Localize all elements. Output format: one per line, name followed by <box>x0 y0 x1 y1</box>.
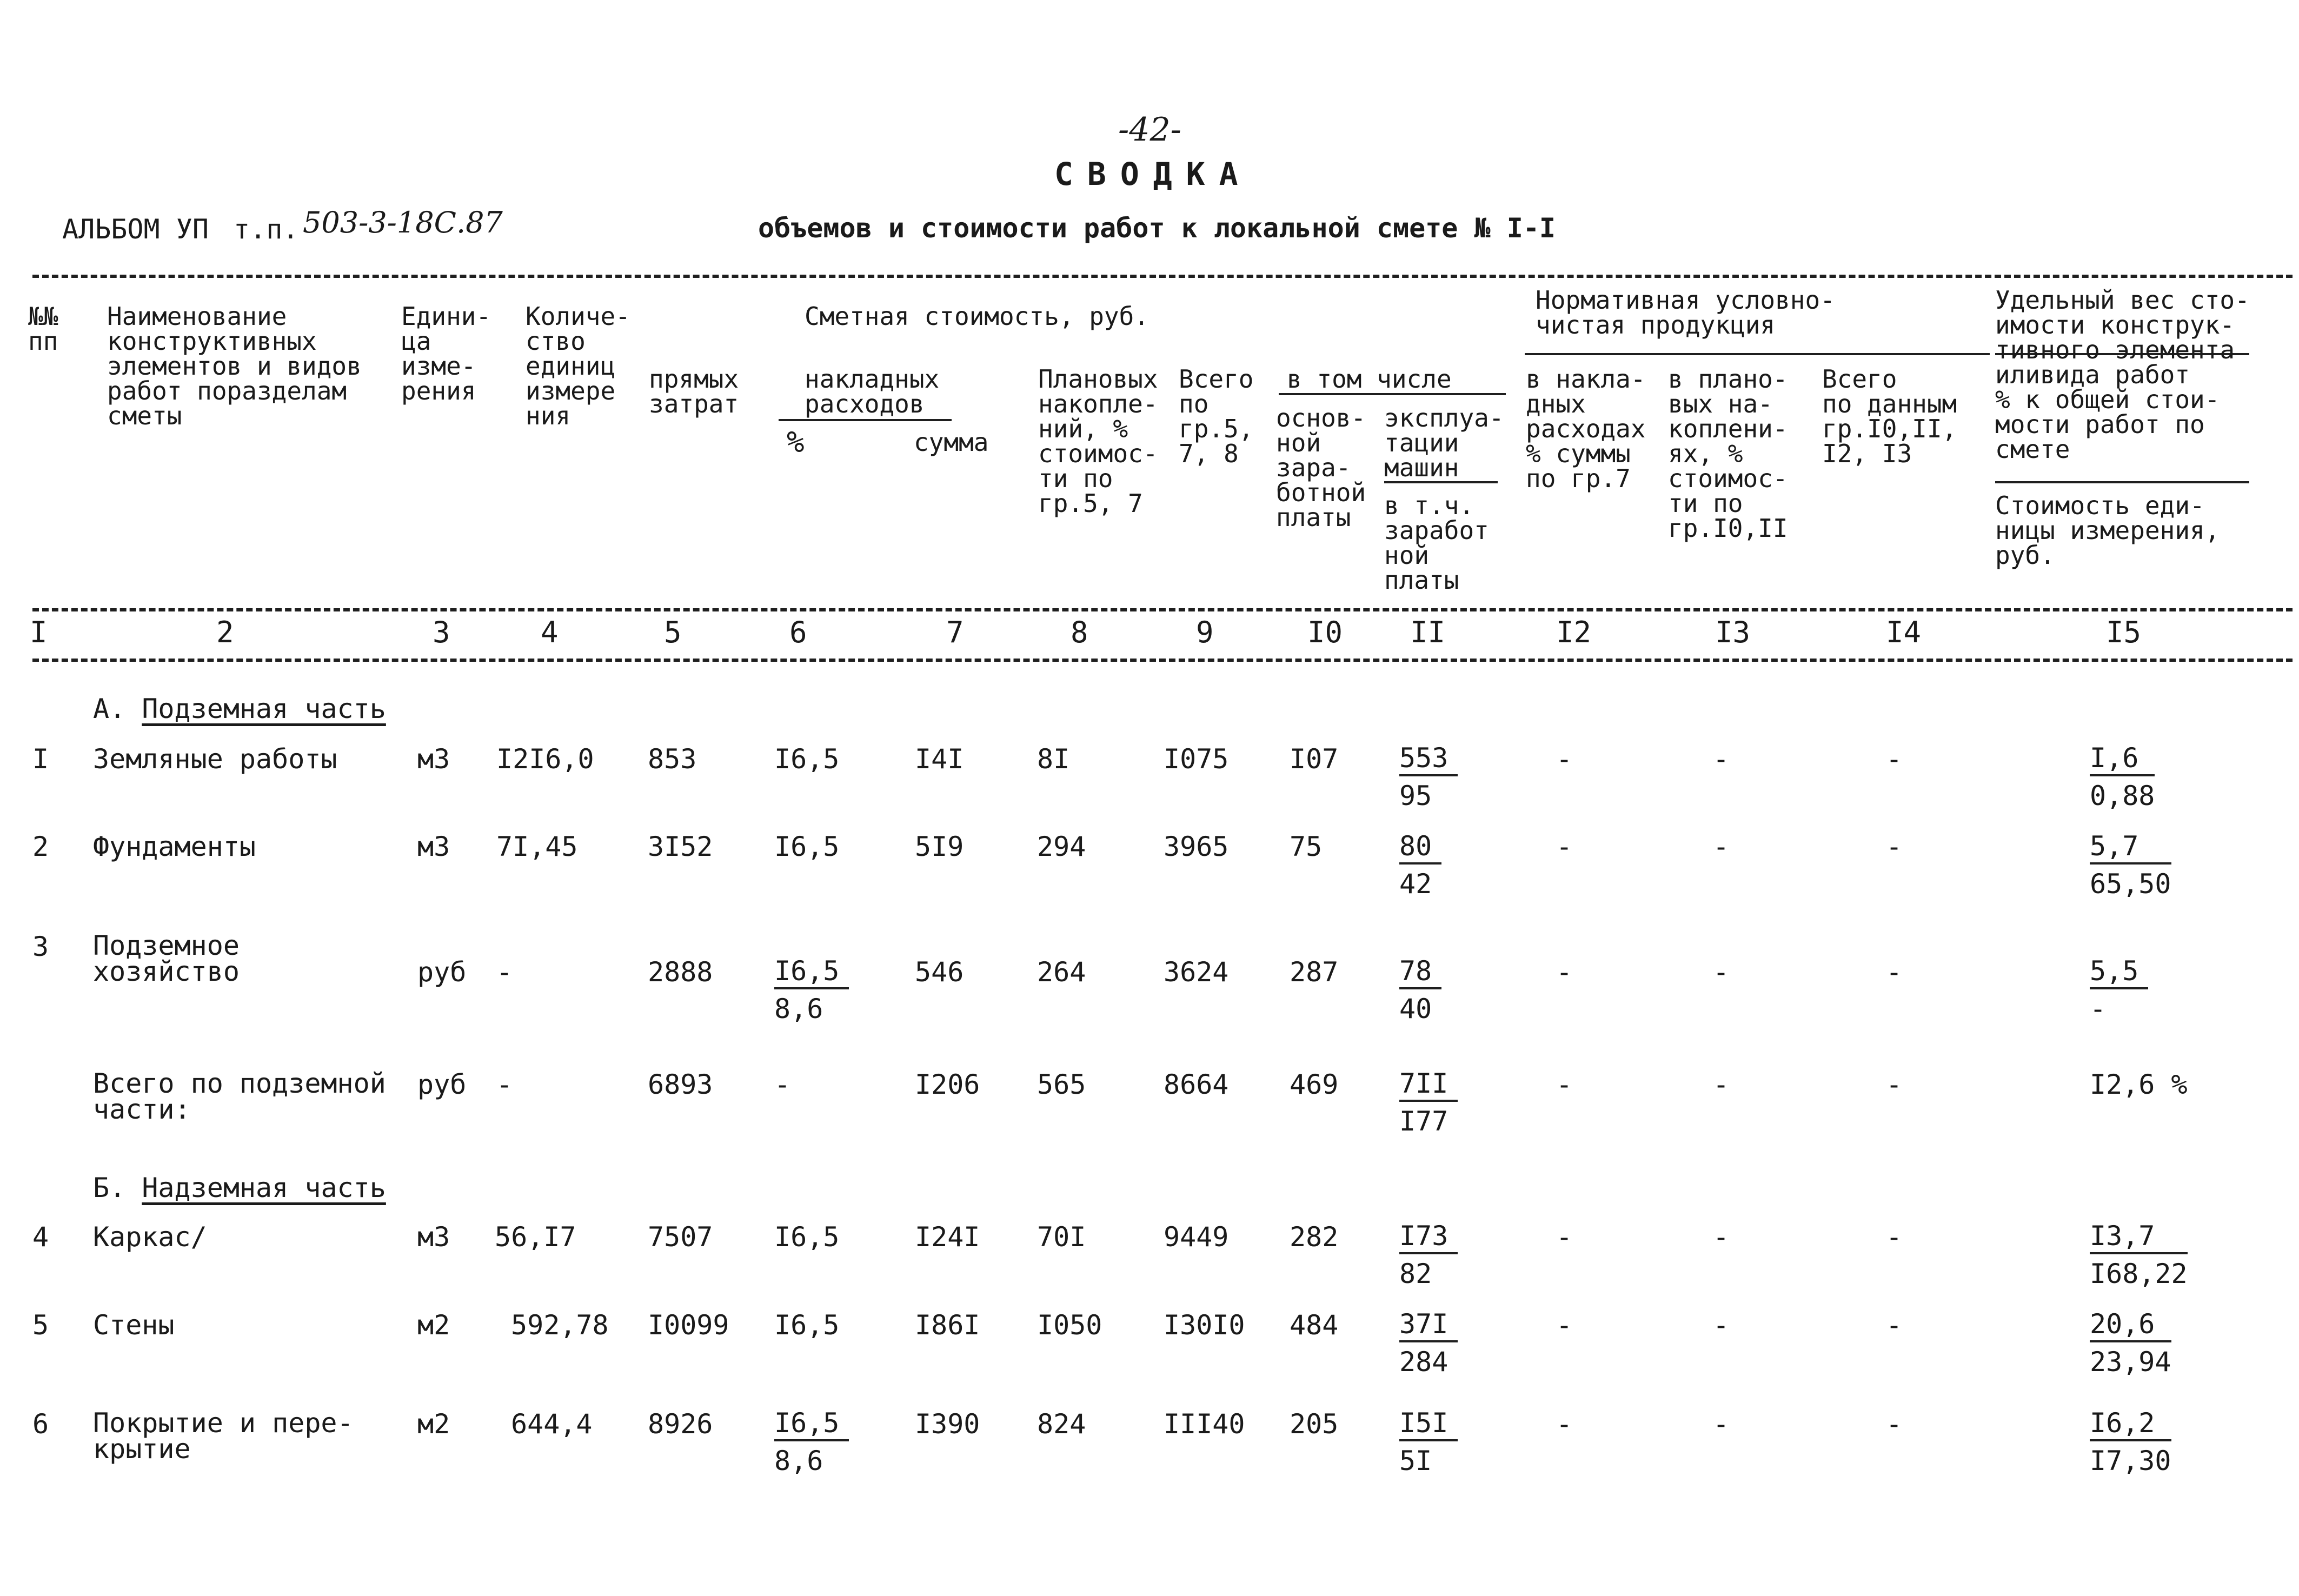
row-weight <box>2090 1407 2171 1477</box>
row-machines <box>1399 742 1458 812</box>
row-c14: - <box>1886 1309 1903 1341</box>
header-col15a: Удельный вес сто- имости конструк- тивного элемента иливида работ % к общей стои- мости работ по смете <box>1995 285 2250 464</box>
row-total: III40 <box>1164 1408 1245 1440</box>
overhead-underline <box>779 419 952 421</box>
section-b-heading <box>93 1172 386 1203</box>
header-col5: прямых затрат <box>649 364 739 418</box>
row-number: 6 <box>32 1408 49 1440</box>
row-unit: м3 <box>417 831 450 862</box>
row-salary: 205 <box>1290 1408 1339 1440</box>
row-overhead-sum: I86I <box>915 1309 980 1341</box>
row-overhead-pct-frac <box>774 955 849 1025</box>
row-name: Фундаменты <box>93 831 256 862</box>
colnum-3: 3 <box>433 615 450 649</box>
section-a-title: Подземная часть <box>142 693 386 724</box>
net-group-underline <box>1525 353 1990 355</box>
row-c12: - <box>1556 1221 1573 1253</box>
row-machines-salary: I77 <box>1399 1106 1448 1137</box>
row-weight <box>2090 955 2148 1025</box>
header-col14: Всего по данным гр.I0,II, I2, I3 <box>1822 364 1957 468</box>
row-qty: 592,78 <box>511 1309 609 1341</box>
row-c13: - <box>1713 1069 1730 1100</box>
row-machines <box>1399 1067 1458 1138</box>
header-col13: в плано- вых на- коплени- ях, % стоимос- ти по гр.I0,II <box>1668 364 1788 543</box>
row-weight-pct: 20,6 <box>2090 1308 2171 1342</box>
row-weight-pct: 5,5 <box>2090 955 2148 989</box>
row-qty: I2I6,0 <box>496 743 594 775</box>
row-machines-total: 37I <box>1399 1308 1458 1342</box>
section-b-letter: Б. <box>93 1172 126 1203</box>
row-c12: - <box>1556 1069 1573 1100</box>
tp-number: 503-3-18С.87 <box>303 205 503 240</box>
row-direct: 2888 <box>648 956 713 988</box>
header-col11b: в т.ч. заработ ной платы <box>1384 491 1489 595</box>
header-net-group: Нормативная условно- чистая продукция <box>1536 285 1835 340</box>
row-salary: I07 <box>1290 743 1339 775</box>
row-machines <box>1399 830 1441 900</box>
row-overhead-sum: 546 <box>915 956 964 988</box>
row-total: 3624 <box>1164 956 1229 988</box>
album-label: АЛЬБОМ УП <box>62 214 209 245</box>
section-a-heading <box>93 693 386 724</box>
row-overhead-pct: I6,5 <box>774 1221 840 1253</box>
header-cost-group: Сметная стоимость, руб. <box>805 302 1149 331</box>
row-machines-salary: 42 <box>1399 868 1432 900</box>
colnum-6: 6 <box>789 615 807 649</box>
row-number: 2 <box>32 831 49 862</box>
colnum-bottom-rule <box>32 659 2293 662</box>
row-salary: 484 <box>1290 1309 1339 1341</box>
colnum-4: 4 <box>541 615 559 649</box>
row-c13: - <box>1713 743 1730 775</box>
row-c12: - <box>1556 743 1573 775</box>
row-qty: - <box>496 1069 513 1100</box>
row-overhead-pct: I6,5 <box>774 831 840 862</box>
row-machines <box>1399 1308 1458 1378</box>
row-unit: м3 <box>417 743 450 775</box>
row-c14: - <box>1886 1408 1903 1440</box>
header-col2: Наименование конструктивных элементов и видов работ поразделам сметы <box>107 302 362 430</box>
colnum-5: 5 <box>664 615 682 649</box>
row-overhead-sum: 5I9 <box>915 831 964 862</box>
tp-label: т.п. <box>234 214 299 245</box>
row-overhead-pct: I6,5 <box>774 1309 840 1341</box>
header-bottom-rule <box>32 608 2293 611</box>
row-name: Земляные работы <box>93 743 337 775</box>
row-plan: 824 <box>1037 1408 1086 1440</box>
header-col3: Едини- ца изме- рения <box>401 302 491 405</box>
colnum-13: I3 <box>1715 615 1751 649</box>
row-plan: 294 <box>1037 831 1086 862</box>
row-total: I30I0 <box>1164 1309 1245 1341</box>
row-c14: - <box>1886 743 1903 775</box>
row-machines-total: I5I <box>1399 1407 1458 1441</box>
row-salary: 75 <box>1290 831 1323 862</box>
row-c12: - <box>1556 956 1573 988</box>
row-name: Подземное хозяйство <box>93 930 240 987</box>
row-weight-pct: I2,6 % <box>2090 1069 2188 1100</box>
row-c14: - <box>1886 831 1903 862</box>
row-weight-pct: 5,7 <box>2090 830 2171 864</box>
colnum-1: I <box>30 615 48 649</box>
row-plan: 264 <box>1037 956 1086 988</box>
row-plan: 565 <box>1037 1069 1086 1100</box>
row-name: Всего по подземной части: <box>93 1068 386 1125</box>
header-col1: №№ пп <box>28 302 58 356</box>
colnum-2: 2 <box>216 615 234 649</box>
row-machines-salary: 284 <box>1399 1346 1448 1378</box>
colnum-12: I2 <box>1556 615 1592 649</box>
row-overhead-pct: I6,5 <box>774 955 849 989</box>
row-c13: - <box>1713 1408 1730 1440</box>
header-col15b: Стоимость еди- ницы измерения, руб. <box>1995 491 2220 570</box>
section-a-letter: А. <box>93 693 126 724</box>
row-total: 8664 <box>1164 1069 1229 1100</box>
row-direct: 7507 <box>648 1221 713 1253</box>
h15-mid-underline <box>1995 481 2249 483</box>
colnum-10: I0 <box>1307 615 1343 649</box>
colnum-14: I4 <box>1886 615 1922 649</box>
row-direct: 6893 <box>648 1069 713 1100</box>
row-c13: - <box>1713 1221 1730 1253</box>
row-direct: I0099 <box>648 1309 729 1341</box>
row-machines <box>1399 1220 1458 1290</box>
row-c13: - <box>1713 831 1730 862</box>
row-direct: 3I52 <box>648 831 713 862</box>
row-number: I <box>32 743 49 775</box>
row-overhead-pct-net: 8,6 <box>774 1445 823 1477</box>
row-qty: 644,4 <box>511 1408 593 1440</box>
row-name: Покрытие и пере- крытие <box>93 1407 354 1465</box>
row-number: 3 <box>32 931 49 962</box>
row-unit: м3 <box>417 1221 450 1253</box>
header-col10: основ- ной зара- ботной платы <box>1276 403 1366 532</box>
row-weight-pct: I3,7 <box>2090 1220 2188 1254</box>
header-col12: в накла- дных расходах % суммы по гр.7 <box>1526 364 1646 493</box>
row-salary: 282 <box>1290 1221 1339 1253</box>
row-weight <box>2090 742 2155 812</box>
header-col8: Плановых накопле- ний, % стоимос- ти по гр.5, 7 <box>1038 364 1158 518</box>
row-unit: руб <box>417 956 467 988</box>
row-overhead-sum: I390 <box>915 1408 980 1440</box>
row-unit: руб <box>417 1069 467 1100</box>
row-unit: м2 <box>417 1408 450 1440</box>
row-c14: - <box>1886 1221 1903 1253</box>
colnum-15: I5 <box>2106 615 2142 649</box>
header-col11a: эксплуа- тации машин <box>1384 403 1504 482</box>
row-weight-pct: I,6 <box>2090 742 2155 776</box>
row-c13: - <box>1713 1309 1730 1341</box>
header-col4: Количе- ство единиц измере ния <box>526 302 630 430</box>
header-col7: сумма <box>914 428 989 457</box>
row-name: Каркас/ <box>93 1221 207 1253</box>
row-machines-total: 7II <box>1399 1067 1458 1102</box>
row-machines-total: 553 <box>1399 742 1458 776</box>
row-plan: 8I <box>1037 743 1070 775</box>
row-machines-salary: 5I <box>1399 1445 1432 1477</box>
row-c12: - <box>1556 831 1573 862</box>
row-c14: - <box>1886 1069 1903 1100</box>
page-number: -42- <box>1118 111 1181 149</box>
row-overhead-pct: I6,5 <box>774 743 840 775</box>
row-overhead-pct: - <box>774 1069 791 1100</box>
row-c12: - <box>1556 1309 1573 1341</box>
colnum-7: 7 <box>946 615 964 649</box>
row-number: 4 <box>32 1221 49 1253</box>
row-unit: м2 <box>417 1309 450 1341</box>
header-top-rule <box>32 275 2293 278</box>
row-overhead-sum: I4I <box>915 743 964 775</box>
row-overhead-pct-frac <box>774 1407 849 1477</box>
row-c12: - <box>1556 1408 1573 1440</box>
row-unit-cost: I7,30 <box>2090 1445 2171 1477</box>
row-weight-pct: I6,2 <box>2090 1407 2171 1441</box>
row-weight <box>2090 830 2171 900</box>
row-unit-cost: 0,88 <box>2090 780 2155 812</box>
row-name: Стены <box>93 1309 175 1341</box>
row-qty: 7I,45 <box>496 831 578 862</box>
row-machines <box>1399 1407 1458 1477</box>
row-overhead-pct-net: 8,6 <box>774 993 823 1025</box>
row-c13: - <box>1713 956 1730 988</box>
row-plan: 70I <box>1037 1221 1086 1253</box>
row-unit-cost: 23,94 <box>2090 1346 2171 1378</box>
row-weight <box>2090 1220 2188 1290</box>
row-machines-salary: 95 <box>1399 780 1432 812</box>
document-subtitle: объемов и стоимости работ к локальной смете № I-I <box>758 212 1556 244</box>
document-title: СВОДКА <box>1054 156 1252 192</box>
colnum-8: 8 <box>1071 615 1088 649</box>
section-b-title: Надземная часть <box>142 1172 386 1203</box>
row-plan: I050 <box>1037 1309 1102 1341</box>
row-machines-total: 78 <box>1399 955 1441 989</box>
row-salary: 469 <box>1290 1069 1339 1100</box>
header-col9: Всего по гр.5, 7, 8 <box>1179 364 1254 468</box>
row-overhead-sum: I206 <box>915 1069 980 1100</box>
header-col6: % <box>787 425 805 459</box>
row-unit-cost: 65,50 <box>2090 868 2171 900</box>
colnum-11: II <box>1410 615 1446 649</box>
row-number: 5 <box>32 1309 49 1341</box>
row-total: I075 <box>1164 743 1229 775</box>
row-direct: 853 <box>648 743 697 775</box>
row-qty: 56,I7 <box>495 1221 576 1253</box>
row-direct: 8926 <box>648 1408 713 1440</box>
row-total: 9449 <box>1164 1221 1229 1253</box>
row-overhead-pct: I6,5 <box>774 1407 849 1441</box>
row-machines <box>1399 955 1441 1025</box>
row-salary: 287 <box>1290 956 1339 988</box>
row-machines-total: 80 <box>1399 830 1441 864</box>
row-machines-salary: 82 <box>1399 1258 1432 1289</box>
row-total: 3965 <box>1164 831 1229 862</box>
row-overhead-sum: I24I <box>915 1221 980 1253</box>
row-machines-total: I73 <box>1399 1220 1458 1254</box>
row-c14: - <box>1886 956 1903 988</box>
row-machines-salary: 40 <box>1399 993 1432 1025</box>
row-unit-cost: I68,22 <box>2090 1258 2188 1289</box>
row-weight <box>2090 1308 2171 1378</box>
row-unit-cost: - <box>2090 993 2107 1025</box>
header-incl: в том числе <box>1287 364 1452 394</box>
header-overhead: накладных расходов <box>805 364 940 418</box>
row-qty: - <box>496 956 513 988</box>
colnum-9: 9 <box>1196 615 1214 649</box>
